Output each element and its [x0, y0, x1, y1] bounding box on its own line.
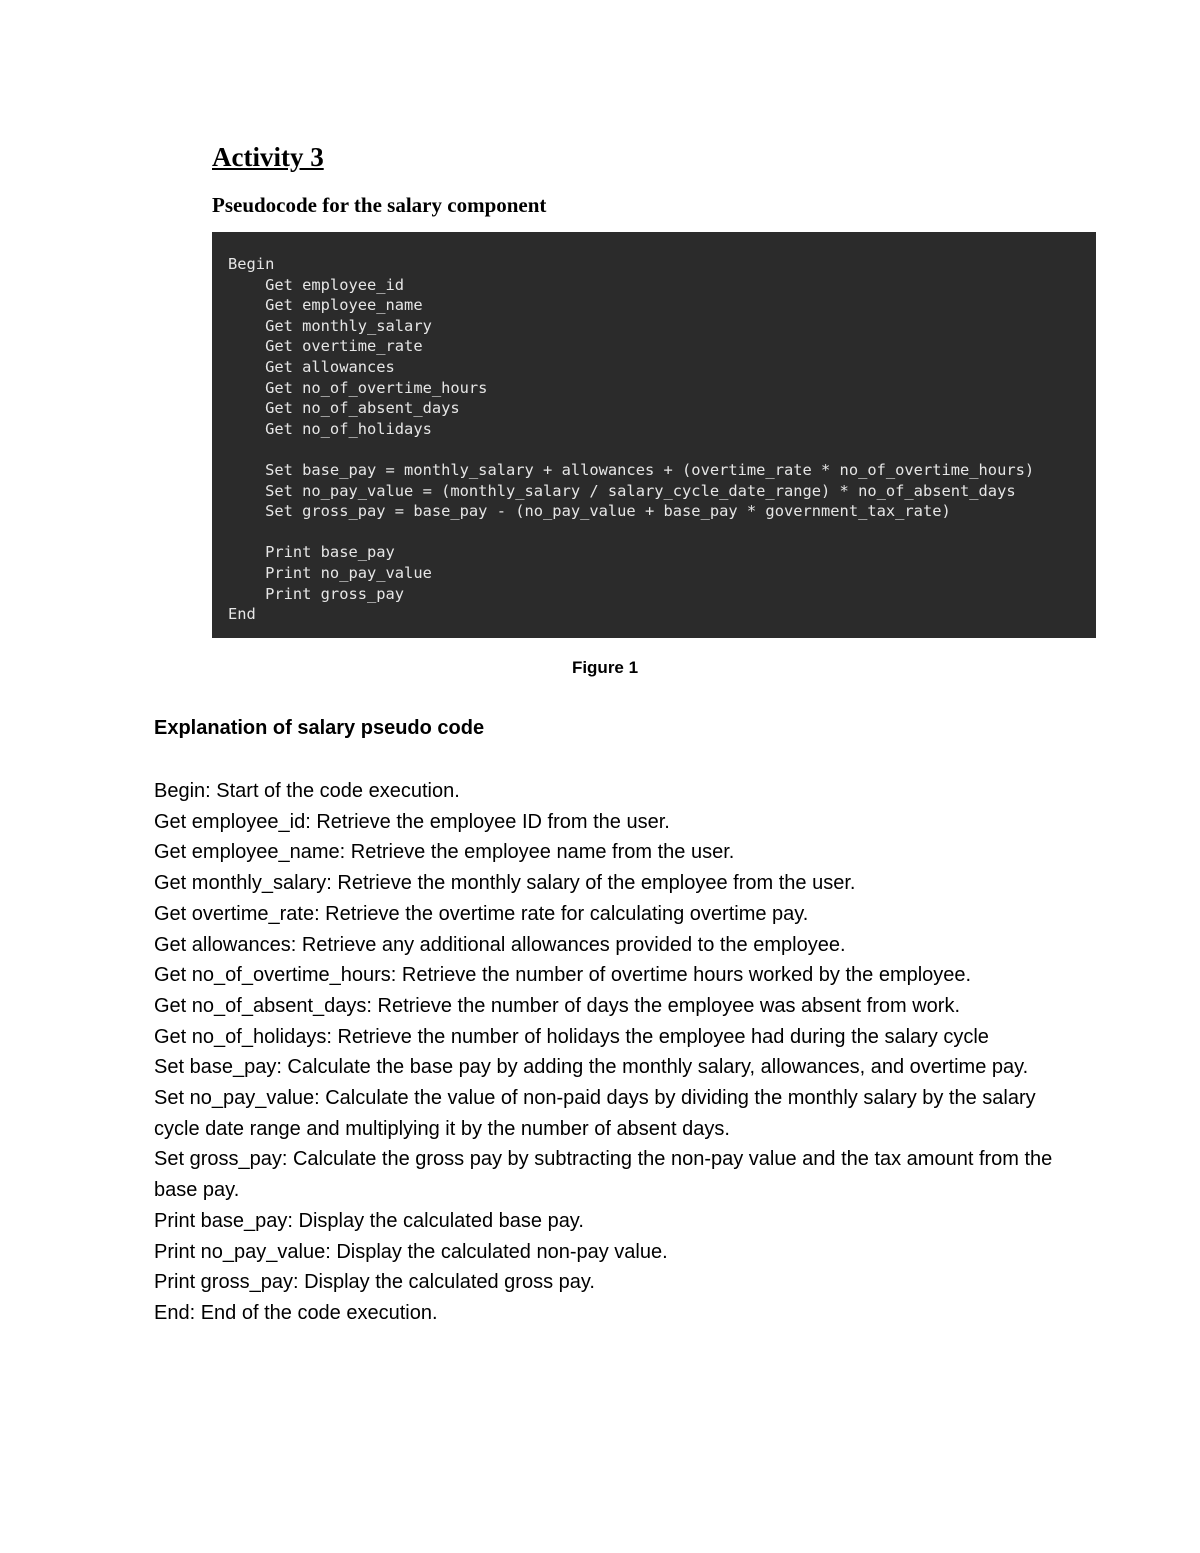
code-line: Print base_pay: [228, 543, 395, 562]
code-line: Get no_of_holidays: [228, 419, 432, 438]
code-line: Print gross_pay: [228, 584, 405, 603]
code-line: Set no_pay_value = (monthly_salary / salary_cycle_date_range) * no_of_absent_days: [228, 481, 1016, 500]
code-line: Get no_of_overtime_hours: [228, 378, 488, 397]
explanation-item: Print base_pay: Display the calculated base pay.: [154, 1209, 584, 1232]
explanation-item: Set base_pay: Calculate the base pay by adding the monthly salary, allowances, and overtime pay.: [154, 1056, 1029, 1079]
explanation-list: [154, 776, 1064, 1329]
code-line: Get allowances: [228, 357, 395, 376]
pseudocode-block: [212, 232, 1096, 638]
explanation-item: Get employee_id: Retrieve the employee ID from the user.: [154, 810, 670, 833]
explanation-item: Begin: Start of the code execution.: [154, 780, 460, 802]
code-line: Begin: [228, 255, 275, 273]
code-line: Set gross_pay = base_pay - (no_pay_value + base_pay * government_tax_rate): [228, 502, 951, 521]
code-line: Get no_of_absent_days: [228, 399, 460, 418]
explanation-item: Print no_pay_value: Display the calculated non-pay value.: [154, 1240, 668, 1263]
code-line: Get monthly_salary: [228, 316, 432, 335]
explanation-item: Set gross_pay: Calculate the gross pay by subtracting the non-pay value and the tax amount from the base pay.: [154, 1148, 1053, 1202]
code-line: Get employee_id: [228, 275, 405, 294]
explanation-item: Get no_of_absent_days: Retrieve the number of days the employee was absent from work.: [154, 994, 960, 1017]
explanation-item: Get employee_name: Retrieve the employee name from the user.: [154, 841, 735, 864]
code-line: Set base_pay = monthly_salary + allowances + (overtime_rate * no_of_overtime_hours): [228, 460, 1035, 479]
explanation-item: Get no_of_overtime_hours: Retrieve the number of overtime hours worked by the employee.: [154, 964, 972, 987]
code-line: Get employee_name: [228, 296, 423, 315]
explanation-item: Get overtime_rate: Retrieve the overtime rate for calculating overtime pay.: [154, 902, 809, 925]
explanation-heading: Explanation of salary pseudo code: [154, 717, 485, 739]
activity-title: Activity 3: [212, 142, 324, 172]
code-line: End: [228, 605, 256, 624]
explanation-item: End: End of the code execution.: [154, 1301, 438, 1324]
explanation-item: Print gross_pay: Display the calculated gross pay.: [154, 1271, 595, 1294]
code-line: Print no_pay_value: [228, 563, 432, 582]
explanation-item: Get monthly_salary: Retrieve the monthly salary of the employee from the user.: [154, 872, 856, 895]
code-line: [228, 439, 1096, 460]
explanation-item: Get allowances: Retrieve any additional allowances provided to the employee.: [154, 933, 846, 956]
explanation-item: Get no_of_holidays: Retrieve the number of holidays the employee had during the salary cycle: [154, 1025, 989, 1048]
section-title: Pseudocode for the salary component: [212, 193, 547, 217]
figure-caption: Figure 1: [571, 658, 639, 677]
explanation-item: Set no_pay_value: Calculate the value of non-paid days by dividing the monthly salary by the salary cycle date range and multiplying it by the number of absent days.: [154, 1087, 1036, 1140]
code-line: [228, 522, 1096, 543]
code-line: Get overtime_rate: [228, 337, 423, 356]
